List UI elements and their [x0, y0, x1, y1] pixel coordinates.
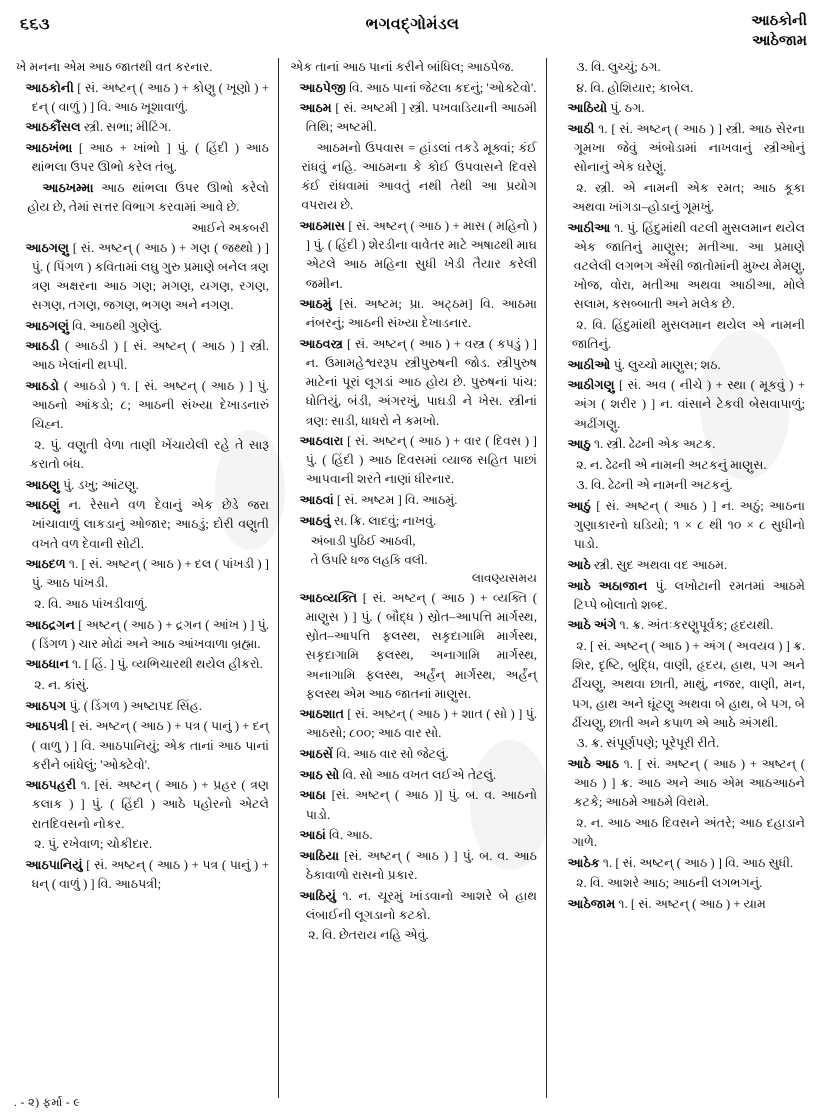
- entry-body: [ સં. અષ્ટન્ ( આઠ ) ] ન. અઠું; આઠના ગુણાકારનો ઘડિયો; ૧ × ૮ થી ૧૦ × ૮ સુધીનો પાડો.: [573, 499, 805, 552]
- entry-headword: આઠીગણુ: [567, 378, 615, 393]
- entry-headword: આઠે અઠાજાન: [567, 578, 648, 593]
- footer-signature: . - ૨) ફર્મા - ૯: [14, 1097, 81, 1109]
- entry-body: [ સં. અષ્ટન્ ( આઠ ) + પત્ર ( પાનું ) + ધન્ ( વાળું ) ] વિ. આઠપત્રી;: [31, 857, 269, 891]
- entry-headword: આઠણુ: [25, 477, 60, 492]
- text-columns: [10, 58, 815, 1098]
- entry-headword: આઠકોની: [25, 80, 74, 95]
- dictionary-entry: [16, 317, 269, 336]
- entry-body: [ સં. અષ્ટન્ ( આઠ ) + પત્ર ( પાનું ) + દન્ ( વાળુ ) ] વિ. આઠપાનિયું; એક તાનાં આઠ પાનાં કરીને બાંધેલું; 'ઓક્ટેવો'.: [31, 719, 269, 772]
- entry-body: સ્ત્રી. સુદ અથવા વદ આઠમ.: [593, 558, 728, 573]
- entry-body: [ આઠ + ખાંભો ] પું. ( હિંદી ) આઠ થાંભલા ઉપર ઊભો કરેલ તંબુ.: [31, 141, 269, 175]
- entry-body: ( આઠડી ) [ સં. અષ્ટન્ ( આઠ ) ] સ્ત્રી. આઠ ખેલાંની થપ્પી.: [31, 339, 269, 373]
- entry-body: ન. રેસાને વળ દેવાનું એક છેડે જરા ખાંચાવાળું લાકડાનું ઓજાર; આઠડું; દોરી વણુતી વખતે વળ દેવાની સોટી.: [31, 498, 269, 551]
- entry-headword: આઠવું: [299, 513, 331, 528]
- entry-body: [ સં. અષ્ટન્ ( આઠ ) + ગણ ( જથ્થો ) ] પું. ( પિંગળ ) કવિતામાં લઘુ ગુરુ પ્રમાણે બનેલ ત્રણ ત્રણ અક્ષરના આઠ ગણ; મગણ, યગણ, રગણ, સગણ, તગણ, જગણ, ભગણ અને નગણ.: [31, 240, 269, 312]
- dictionary-entry: [16, 496, 269, 553]
- entry-continuation: [290, 58, 537, 77]
- entry-body: ૨. ન. આઠ આઠ દિવસને અંતરે; આઠ દહાડાને ગાળે.: [571, 815, 805, 849]
- page-folio-number: ૬૬૩: [20, 16, 51, 33]
- dictionary-entry: [290, 766, 537, 785]
- entry-body: વિ. આઠ વાર સો જેટલું.: [336, 747, 449, 762]
- dictionary-entry: [16, 856, 269, 894]
- column-2: [278, 58, 546, 1098]
- entry-headword: આઠવારા: [299, 434, 344, 449]
- dictionary-entry: [558, 556, 805, 575]
- dictionary-entry: [16, 476, 269, 495]
- entry-body: ૩. વિ. લુચ્ચું; ઠગ.: [576, 60, 661, 74]
- entry-headword: આઠમાસ: [299, 219, 345, 234]
- dictionary-entry: [290, 745, 537, 764]
- entry-body: ૧. [ સં. અષ્ટન્ ( આઠ ) ] વિ. આઠ સુધી.: [602, 855, 794, 870]
- entry-body: પું. ડખુ; આંટણુ.: [62, 477, 139, 492]
- entry-body: સ્ત્રી. સભા; મીટિંગ.: [83, 120, 172, 135]
- entry-sense: [558, 58, 805, 77]
- dictionary-entry: [558, 616, 805, 635]
- entry-body: વિ. આઠ.: [329, 828, 373, 843]
- entry-headword: આઠેજામ: [567, 896, 616, 911]
- dictionary-entry: [290, 589, 537, 704]
- entry-headword: આઠું: [567, 499, 591, 514]
- entry-body: [ સં. અષ્ટન્ ( આઠ ) + વાર ( દિવસ ) ] પું. ( હિંદી ) આઠ દિવસમાં વ્યાજ સહિત પાછાં આપવાની શરતે નાણાં ધીરનાર.: [305, 434, 537, 487]
- entry-headword: આઠિયા: [299, 848, 340, 863]
- entry-body: વિ. આઠથી ગુણેલું.: [72, 318, 162, 333]
- entry-headword: આઠવસ્ત્ર: [299, 336, 344, 351]
- dictionary-entry: [558, 356, 805, 375]
- entry-body: આઠમનો ઉપવાસ = હાંડલાં તકડે મૂક્વાં; કંઈ રાંધવું નહિ. આઠમના કે કોઈ ઉપવાસને દિવસે કંઈ રાંધવામાં આવતું નથી તેથી આ પ્રયોગ વપરાય છે.: [301, 141, 537, 213]
- entry-body: ૨. વિ. છેતરાય નહિ એવું.: [308, 928, 429, 943]
- dictionary-entry: [558, 895, 805, 914]
- entry-headword: આઠગણું: [25, 318, 69, 333]
- dictionary-entry: [16, 616, 269, 654]
- entry-body: સ. ક્રિ. લાદવું; નાખવું.: [333, 513, 437, 528]
- entry-body: ૨. વિ. આશરે આઠ; આઠની લગભગનું.: [576, 876, 763, 891]
- entry-headword: આઠીઆ: [567, 220, 611, 235]
- column-3: [546, 58, 814, 1098]
- entry-headword: આઠે આઠ: [567, 756, 619, 771]
- entry-body: ૧. [ સં. અષ્ટન્ ( આઠ ) + અષ્ટન્ ( આઠ ) ] ક્ર. આઠ અને આઠ એમ આઠઆઠને કટકે; આઠમે આઠમે વિરામે.: [573, 756, 805, 810]
- dictionary-entry: [290, 512, 537, 531]
- entry-sense: [558, 637, 805, 733]
- entry-body: ૧. [ સં. અષ્ટન્ ( આઠ ) + યામ: [618, 896, 766, 911]
- entry-body: ૧. [ હિં. ] પું. વ્યભિચારથી થયેલ હીકરો.: [71, 657, 263, 672]
- dictionary-entry: [558, 435, 805, 454]
- entry-continuation: [16, 58, 269, 77]
- entry-attribution: [16, 219, 269, 237]
- entry-headword: આઠિયો: [567, 101, 608, 116]
- entry-body: પું. લખોટાની રમતમાં આઠમે ટિપ્પે બોલાતો શબ્દ.: [573, 578, 805, 612]
- entry-body: ૧. ન. ચૂરમું ખાંડવાનો આશરે બે હાથ લંબાઈની લૂગડાનો કટકો.: [305, 888, 537, 922]
- dictionary-entry: [290, 826, 537, 845]
- dictionary-entry: [290, 786, 537, 824]
- entry-body: પું. ઠગ.: [610, 101, 645, 116]
- dictionary-entry: [290, 432, 537, 489]
- entry-sense: [558, 316, 805, 354]
- entry-headword: આઠધાન: [25, 657, 69, 672]
- dictionary-entry: [558, 577, 805, 615]
- entry-headword: આઠદ્રગન: [25, 617, 75, 632]
- dictionary-entry: [290, 887, 537, 925]
- entry-headword: આઠપત્રી: [25, 719, 69, 734]
- entry-body: એક તાનાં આઠ પાનાં કરીને બાંધિલ; આઠપેજ.: [290, 60, 514, 74]
- entry-headword: આઠપેજી: [299, 80, 346, 95]
- entry-body: પું. લુચ્ચો માણુસ; શઠ.: [613, 357, 721, 372]
- entry-body: ૧. [ સં. અષ્ટન્ ( આઠ ) ] સ્ત્રી. આઠ સેરના ગૂમખા જેવું અંબોડામાં નાખવાનું સ્ત્રીઓનું સોનાનું એક ઘરેણું.: [573, 121, 805, 175]
- entry-headword: આઠખંભા: [25, 141, 73, 156]
- entry-quotation: [290, 551, 537, 569]
- entry-sense: [290, 926, 537, 945]
- entry-sense: [16, 835, 269, 854]
- dictionary-entry: [558, 497, 805, 554]
- dictionary-entry: [290, 295, 537, 333]
- entry-headword: આઠદળ: [25, 557, 66, 572]
- entry-body: ૨. સ્ત્રી. એ નામની એક રમત; આઠ કૂકા અથવા ખાંગડા–હોડાનું ગૂમખું.: [571, 180, 805, 214]
- entry-body: ૨. ન. કાંસું.: [34, 678, 89, 693]
- dictionary-entry: [16, 697, 269, 716]
- entry-body: [સં. અષ્ટન્ ( આઠ ) ] પું. બ. વ. આઠ ઠેકાવાળો રાસનો પ્રકાર.: [305, 848, 537, 882]
- entry-body: આઈને અકબરી: [191, 220, 269, 235]
- guide-word-last: આઠેજામ: [751, 32, 807, 49]
- dictionary-entry: [16, 377, 269, 434]
- entry-body: ૨. [ સં. અષ્ટન્ ( આઠ ) + અંગ ( અવયવ ) ] ક્ર. શિર, દૃષ્ટિ, બુદ્ધિ, વાણી, હૃદય, હાથ, પગ અને ઢીંચણુ, અથવા છાતી, માથું, નજર, વાણી, મન, પગ, હાથ અને ઘૂંટણુ અથવા બે હાથ, બે પગ, બે ઢીંચણુ, છાતી અને કપાળ એ આઠે અંગથી.: [571, 639, 805, 730]
- entry-body: [ સં. અષ્ટમ ] વિ. આઠમું.: [336, 493, 458, 508]
- entry-body: ૧. સ્ત્રી. ઢેઢની એક અટક.: [593, 437, 716, 452]
- entry-headword: આઠા: [299, 788, 326, 803]
- dictionary-entry: [558, 219, 805, 315]
- entry-body: ૧. [સં. અષ્ટન્ ( આઠ ) + પ્રહર ( ત્રણ કલાક ) ] પું. ( હિંદી ) આઠે પહોરનો એટલે રાતદિવસનો નોકર.: [31, 778, 269, 831]
- dictionary-entry: [558, 99, 805, 118]
- entry-headword: આઠેક: [567, 855, 600, 870]
- dictionary-entry: [16, 555, 269, 593]
- entry-headword: આઠશાત: [299, 707, 344, 722]
- entry-body: તે ઉપરિ ધજ લહકિ વલી.: [310, 552, 428, 567]
- entry-sense: [558, 179, 805, 217]
- guide-words: [751, 12, 807, 51]
- entry-body: લાવણ્યસમય: [471, 571, 537, 586]
- entry-body: ૨. વિ. હિંદુમાંથી મુસલમાન થયેલ એ નામની જાતિનું.: [571, 317, 805, 351]
- entry-body: [ સં. અષ્ટન્ ( આઠ ) + કોણુ ( ખૂણો ) + દન્ ( વાળું ) ] વિ. આઠ ખૂશાવાળું.: [31, 80, 269, 114]
- entry-sense: [558, 456, 805, 475]
- entry-headword: આઠાં: [299, 828, 326, 843]
- entry-body: ૧. [ સં. અષ્ટન્ ( આઠ ) + દલ ( પાંખડી ) ] પું. આઠ પાંખડી.: [31, 557, 269, 591]
- guide-word-first: આઠકોની: [751, 13, 807, 29]
- dictionary-entry: [16, 139, 269, 177]
- dictionary-entry: [16, 79, 269, 117]
- dictionary-entry: [16, 776, 269, 833]
- entry-subnote: [290, 139, 537, 216]
- dictionary-entry: [16, 239, 269, 316]
- dictionary-entry: [16, 337, 269, 375]
- entry-body: [ સં. અષ્ટન્ ( આઠ ) + વ્યક્તિ ( માણુસ ) ] પું. ( બૌદ્ધ ) સ્રોત–આપત્તિ માર્ગસ્થ, સ્રોત–આપત્તિ ફલસ્થ, સકૃદાગામિ માર્ગસ્થ, સકૃદાગામિ ફલસ્થ, અનાગામિ માર્ગસ્થ, અનાગામિ ફલસ્થ, અર્હંન્ માર્ગસ્થ, અર્હંન્ ફલસ્થ એમ આઠ જાતનાં માણુસ.: [305, 591, 537, 701]
- dictionary-entry: [290, 491, 537, 510]
- entry-attribution: [290, 569, 537, 587]
- entry-headword: આઠવાં: [299, 493, 334, 508]
- dictionary-entry: [16, 179, 269, 217]
- entry-sense: [558, 476, 805, 495]
- entry-sense: [558, 814, 805, 852]
- dictionary-entry: [558, 120, 805, 177]
- entry-sense: [558, 734, 805, 753]
- entry-sense: [16, 595, 269, 614]
- entry-headword: આઠે અંગે: [567, 618, 617, 633]
- entry-body: ૩. વિ. ઢેઢની એ નામની અટકનું.: [576, 478, 733, 493]
- entry-body: [ સં. અષ્ટન્ ( આઠ ) + માસ ( મહિનો ) ] પું. ( હિંદી ) શેરડીના વાવેતર માટે અષાઢથી માઘ એટલે આઠ મહિના સુધી ખેડી તૈયાર કરેલી જમીન.: [305, 219, 537, 291]
- entry-body: [ સં. અષ્ટમી ] સ્ત્રી. પખવાડિયાની આઠમી તિથિ; અષ્ટમી.: [305, 101, 537, 135]
- entry-body: ૨. પું. રખેવાળ; ચોકીદાર.: [34, 837, 153, 852]
- entry-sense: [16, 436, 269, 474]
- running-head: [10, 12, 815, 58]
- entry-headword: આઠુ: [567, 437, 591, 452]
- dictionary-entry: [16, 717, 269, 774]
- entry-headword: આઠવ્યક્તિ: [299, 591, 358, 605]
- dictionary-entry: [290, 705, 537, 743]
- entry-body: [ સં. અષ્ટન્ ( આઠ ) + વસ્ત્ર ( કપડું ) ] ન. ઉમામહેશ્વરરૂપ સ્ત્રીપુરુષની જોડ. સ્ત્રીપુરુષ માટેનાં પૂરાં લૂગડાં આઠ હોય છે. પુરુષનાં પાંચ: ધોતિયું, બંડી, અંગરખું, પાઘડી ને ખેસ. સ્ત્રીનાં ત્રણ: સાડી, ધાધરો ને કમખો.: [305, 336, 537, 428]
- entry-headword: આઠડી: [25, 339, 60, 354]
- entry-headword: આઠમ: [299, 101, 332, 116]
- entry-body: ૧. પું. હિંદુમાંથી વટલી મુસલમાન થયેલ એક જાતિનું માણુસ; મતીઆ. આ પ્રમાણે વટલેલી લગભગ એંસી જાતોમાંની મુખ્ય મેમણુ, ખોજ, વોરા, મતીઆ અથવા આઠીઆ, મોલે સલામ, કસબ્બાતી અને મલેક છે.: [573, 220, 805, 312]
- entry-body: [સં. અષ્ટમ; પ્રા. અટ્ઠમ] વિ. આઠમા નંબરનું; આઠની સંખ્યા દેખાડનાર.: [305, 297, 537, 331]
- entry-body: ૨. વિ. આઠ પાંખડીવાળું.: [34, 597, 148, 612]
- dictionary-entry: [290, 99, 537, 137]
- entry-body: ખે મનના એમ આઠ જાતથી વત કરનાર.: [16, 60, 213, 74]
- entry-body: [ અષ્ટન્ ( આઠ ) + દ્રગન ( આંખ ) ] પું. ( ડિંગળ ) ચાર મોઢાં અને આઠ આંખવાળા બ્રહ્મા.: [31, 617, 269, 651]
- entry-body: [ સં. અવ ( નીચે ) + સ્થા ( મૂકવું ) + અંગ ( શરીર ) ] ન. વાંસાને ટેકવી બેસવાપાળું; અઢીંગણુ.: [573, 378, 805, 431]
- entry-body: ૪. વિ. હોશિયાર; કાબેલ.: [576, 80, 694, 95]
- entry-sense: [558, 79, 805, 98]
- column-1: [10, 58, 278, 1098]
- entry-headword: આઠપાનિયું: [25, 857, 83, 872]
- entry-quotation: [290, 532, 537, 550]
- dictionary-entry: [290, 335, 537, 431]
- entry-sense: [16, 676, 269, 695]
- entry-sense: [558, 874, 805, 893]
- dictionary-entry: [16, 655, 269, 674]
- entry-headword: આઠમું: [299, 297, 332, 312]
- entry-headword: આઠસેં: [299, 747, 334, 762]
- entry-body: આઠ થાંભલા ઉપર ઊભો કરેલો હોય છે, તેમાં સત્તર વિભાગ કરવામાં આવે છે.: [27, 180, 269, 214]
- entry-body: વિ. સો આઠ વખત લઈએ તેટલું.: [342, 767, 497, 782]
- entry-body: વિ. આઠ પાનાં જેટલા કદનું; 'ઓક્ટેવો'.: [349, 80, 537, 95]
- dictionary-entry: [558, 755, 805, 812]
- dictionary-entry: [558, 854, 805, 873]
- entry-headword: આઠે: [567, 558, 591, 573]
- entry-headword: આઠખમ્મા: [42, 180, 94, 195]
- entry-headword: આઠડો: [25, 378, 59, 393]
- entry-headword: આઠપગ: [25, 698, 67, 713]
- entry-headword: આઠપહરી: [25, 778, 77, 793]
- book-title: ભગવદ્ગોમંડલ: [365, 16, 460, 33]
- entry-headword: આઠકૌંસલ: [25, 120, 81, 135]
- entry-body: [ સં. અષ્ટન્ ( આઠ ) + શાત ( સો ) ] પું. આઠસો; ૮૦૦; આઠ વાર સો.: [305, 707, 537, 741]
- dictionary-entry: [290, 217, 537, 294]
- entry-headword: આઠણું: [25, 498, 60, 513]
- entry-body: [સં. અષ્ટન્ ( આઠ )] પું. બ. વ. આઠનો પાડો.: [305, 788, 537, 822]
- entry-body: ૨. પું. વણુતી વેળા તાણી ખેંચાયેલી રહે તે સારૂ કરાતો બંધ.: [29, 437, 269, 472]
- dictionary-entry: [558, 376, 805, 433]
- entry-body: ૧. ક્ર. અંતઃકરણુપૂર્વક; હૃદયથી.: [619, 618, 774, 633]
- entry-headword: આઠિયું: [299, 888, 336, 903]
- entry-body: ( આઠડો ) ૧. [ સં. અષ્ટન્ ( આઠ ) ] પું. આઠનો આંકડો; ૮; આઠની સંખ્યા દેખાડનારું ચિહ્ન.: [31, 378, 269, 432]
- entry-body: ૩. ક્ર. સંપૂર્ણપણે; પૂરેપૂરી રીતે.: [576, 736, 720, 751]
- entry-headword: આઠગણુ: [25, 240, 69, 255]
- entry-body: ૨. ન. ઢેઢની એ નામની અટકનું માણુસ.: [576, 457, 767, 472]
- entry-headword: આઠ સો: [299, 767, 340, 782]
- entry-body: પું. ( ડિંગળ ) અષ્ટાપદ સિંહ.: [69, 698, 202, 713]
- dictionary-entry: [290, 79, 537, 98]
- dictionary-entry: [16, 118, 269, 137]
- entry-headword: આઠીઓ: [567, 357, 611, 372]
- entry-body: અંબાડી પુઠિઈ આઠવી,: [310, 534, 416, 549]
- entry-headword: આઠી: [567, 121, 595, 136]
- dictionary-entry: [290, 847, 537, 885]
